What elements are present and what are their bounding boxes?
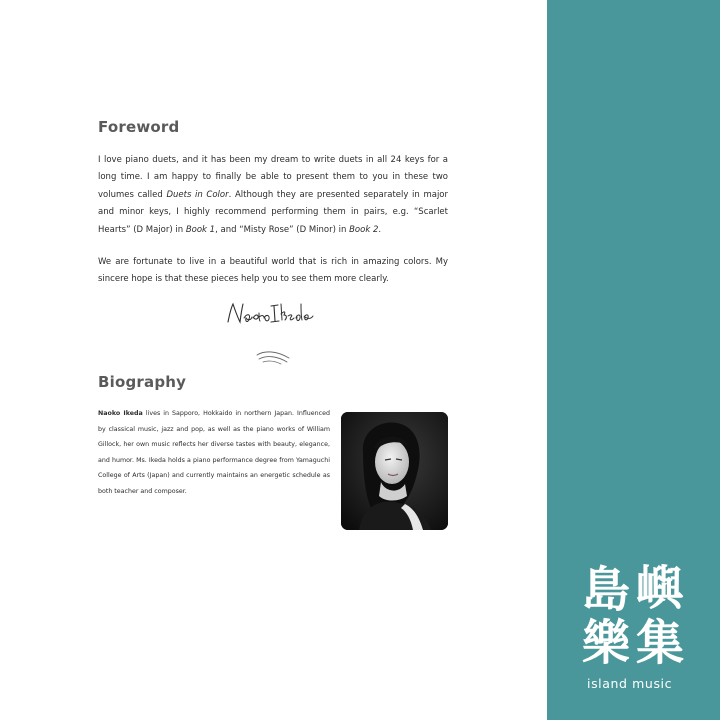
foreword-paragraph-2: We are fortunate to live in a beautiful world that is rich in amazing colors. My sincere hope is that these pieces help you to see them more clearly. bbox=[98, 257, 448, 285]
book-title-duets-in-color: Duets in Color bbox=[166, 189, 229, 200]
book-title-book-2: Book 2 bbox=[349, 224, 379, 235]
logo-char-3: 樂 bbox=[582, 615, 631, 671]
author-signature bbox=[224, 296, 318, 330]
logo-char-4: 集 bbox=[636, 615, 685, 671]
logo-wordmark: island music bbox=[587, 676, 673, 691]
foreword-text-a: I love piano duets, and it has been my dream to write duets in all 24 keys for a long time. I am happy to finally be able to present them to you in these two volumes called bbox=[98, 155, 448, 200]
book-title-book-1: Book 1 bbox=[185, 224, 216, 235]
ornament-flourish bbox=[255, 348, 291, 366]
foreword-paragraph-1 bbox=[98, 152, 448, 239]
biography-text bbox=[98, 406, 330, 500]
logo-char-2: 嶼 bbox=[636, 560, 685, 616]
foreword-text-d: . bbox=[378, 224, 382, 235]
biography-heading: Biography bbox=[98, 373, 187, 391]
logo-char-1: 島 bbox=[582, 562, 631, 618]
biography-body: lives in Sapporo, Hokkaido in northern Japan. Influenced by classical music, jazz and pop, as well as the piano works of William Gillock, her own music reflects her diverse tastes with beauty, elegance, and humor. Ms. Ikeda holds a piano performance degree from Yamaguchi College of Arts (Japan) and currently maintains an energetic schedule as both teacher and composer. bbox=[98, 410, 330, 495]
foreword-text-c: , and “Misty Rose” (D Minor) in bbox=[215, 224, 350, 235]
author-name: Naoko Ikeda bbox=[98, 410, 143, 417]
author-photo bbox=[341, 412, 448, 530]
portrait-image bbox=[341, 412, 448, 530]
brand-sidebar bbox=[547, 0, 720, 720]
foreword-heading: Foreword bbox=[98, 118, 180, 136]
foreword-text-b: . Although they are presented separately in major and minor keys, I highly recommend performing them in pairs, e.g. “Scarlet Hearts” (D Major) in bbox=[98, 189, 448, 235]
